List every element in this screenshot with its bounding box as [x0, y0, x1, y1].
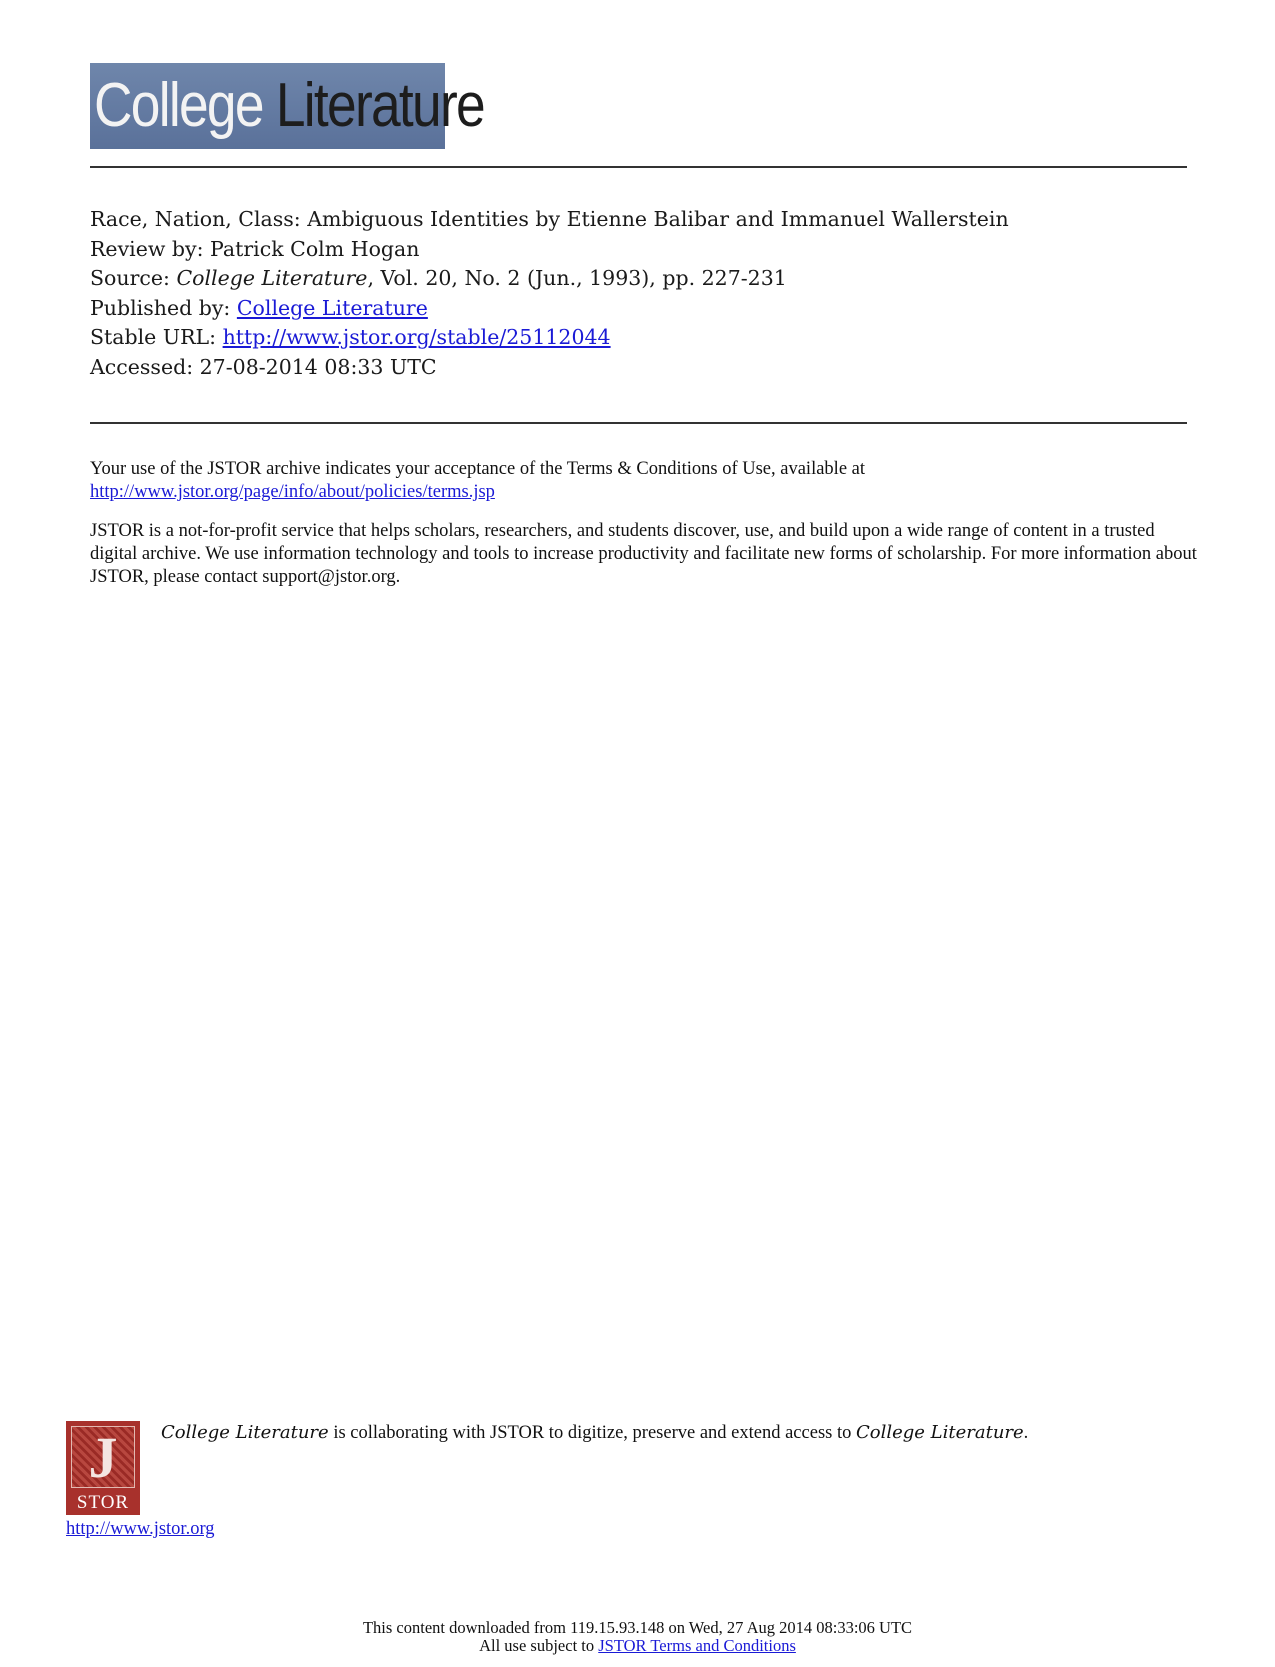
logo-word-literature: Literature [275, 71, 484, 140]
stable-url-link[interactable]: http://www.jstor.org/stable/25112044 [222, 325, 611, 349]
terms-footer-prefix: All use subject to [479, 1636, 599, 1655]
collaboration-statement [161, 1421, 1028, 1445]
accessed-label: Accessed: [90, 354, 194, 379]
download-footer [0, 1619, 1275, 1655]
collab-journal-1: College Literature [161, 1422, 329, 1443]
terms-footer-line [0, 1637, 1275, 1655]
jstor-home-link[interactable]: http://www.jstor.org [66, 1519, 215, 1539]
source-journal: College Literature [176, 266, 368, 290]
stable-url-line [90, 323, 1190, 353]
collab-journal-2: College Literature [855, 1422, 1024, 1443]
reviewer-name: Patrick Colm Hogan [210, 236, 420, 261]
article-title: Race, Nation, Class: Ambiguous Identities by Etienne Balibar and Immanuel Wallerstein [90, 207, 1009, 231]
jstor-logo-text: STOR [76, 1492, 130, 1513]
terms-link[interactable]: http://www.jstor.org/page/info/about/policies/terms.jsp [90, 482, 495, 502]
published-by-label: Published by: [90, 295, 231, 320]
published-by-line [90, 294, 1190, 324]
source-label: Source: [90, 266, 170, 290]
collab-middle-text: is collaborating with JSTOR to digitize, preserve and extend access to [328, 1423, 856, 1443]
download-info: This content downloaded from 119.15.93.148 on Wed, 27 Aug 2014 08:33:06 UTC [362, 1618, 913, 1637]
terms-line: Your use of the JSTOR archive indicates your acceptance of the Terms & Conditions of Use, available at [90, 459, 866, 479]
review-by-line [90, 235, 1190, 265]
terms-paragraph [90, 458, 1200, 504]
source-line [90, 264, 1190, 294]
jstor-terms-link[interactable]: JSTOR Terms and Conditions [598, 1636, 796, 1655]
bottom-divider [90, 422, 1187, 424]
jstor-info-paragraph: JSTOR is a not-for-profit service that helps scholars, researchers, and students discover, use, and build upon a wide range of content in a trusted digital archive. We use information technology and tools to increase productivity and facilitate new forms of scholarship. For more information about JSTOR, please contact support@jstor.org. [90, 521, 1197, 587]
stable-url-label: Stable URL: [90, 325, 217, 349]
logo-word-college: College [94, 71, 263, 140]
review-by-label: Review by: [90, 236, 204, 261]
terms-notice [90, 458, 1200, 589]
college-literature-logo [90, 63, 484, 149]
jstor-logo [66, 1421, 140, 1515]
accessed-value: 27-08-2014 08:33 UTC [199, 354, 437, 379]
collab-end: . [1023, 1423, 1029, 1443]
citation-block [90, 205, 1190, 382]
accessed-line [90, 353, 1190, 383]
top-divider [90, 166, 1187, 168]
publisher-link[interactable]: College Literature [236, 295, 428, 320]
logo-text [94, 71, 484, 140]
source-details: , Vol. 20, No. 2 (Jun., 1993), pp. 227-231 [367, 266, 787, 290]
jstor-logo-letter: J [88, 1425, 118, 1490]
